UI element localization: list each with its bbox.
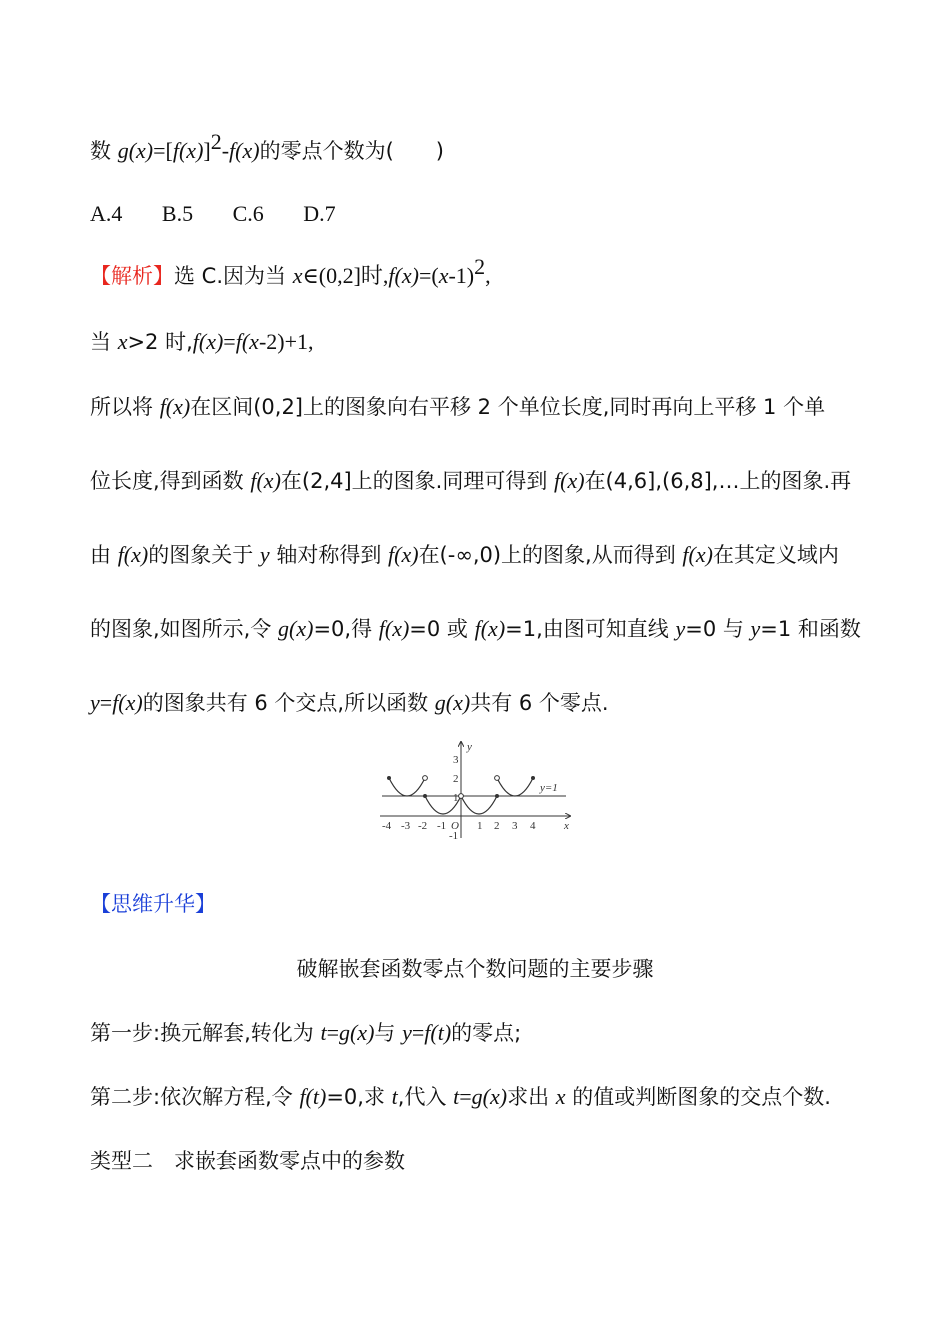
analysis-line-1: [90, 254, 491, 290]
text: 选 C.因为当: [174, 264, 293, 288]
x-tick-label: -4: [382, 820, 392, 832]
f-open: f(: [235, 329, 250, 354]
text: >2 时,: [127, 330, 193, 354]
var-x: x: [555, 1084, 566, 1109]
curve-segment: [389, 778, 425, 796]
analysis-line-5: [90, 541, 839, 569]
g-of-x: g(x): [434, 690, 471, 715]
minus: -: [221, 138, 230, 163]
var-x: x: [438, 263, 449, 288]
x-axis-label: x: [564, 820, 569, 832]
f-of-x: f(x): [172, 138, 204, 163]
question-text: 数: [90, 139, 118, 163]
f-of-x: f(x): [554, 468, 585, 493]
var-x: x: [292, 263, 303, 288]
text: 在其定义域内: [712, 543, 839, 567]
text: 第二步:依次解方程,令: [90, 1085, 300, 1109]
closed-point: [387, 776, 391, 780]
var-t: t: [453, 1084, 460, 1109]
text: 的零点;: [451, 1021, 522, 1045]
text: 的图象关于: [148, 543, 260, 567]
type-two-heading: 类型二 求嵌套函数零点中的参数: [90, 1149, 405, 1173]
f-of-x: f(x): [388, 263, 419, 288]
text: 求出: [507, 1085, 556, 1109]
text: 的图象,如图所示,令: [90, 617, 279, 641]
analysis-tag: 【解析】: [90, 264, 174, 288]
g-of-x: g(x): [278, 616, 314, 641]
text: 在(-∞,0)上的图象,从而得到: [418, 543, 683, 567]
open-point: [495, 776, 500, 781]
question-text: 的零点个数为( ): [259, 139, 444, 163]
f-of-x: f(x): [117, 542, 149, 567]
curve-segment: [461, 796, 497, 814]
text: =0,求: [326, 1085, 392, 1109]
text: -2)+1,: [258, 329, 314, 354]
question-line: [90, 129, 444, 165]
text: ,代入: [397, 1085, 454, 1109]
f-of-x: f(x): [229, 138, 260, 163]
g-of-x: g(x): [117, 138, 154, 163]
text: 第一步:换元解套,转化为: [90, 1021, 321, 1045]
function-graph: [376, 738, 576, 848]
text: -1): [448, 263, 475, 288]
f-of-x: f(x): [682, 542, 713, 567]
equals: =: [99, 690, 113, 715]
var-y: y: [750, 616, 761, 641]
exponent: 2: [210, 129, 222, 154]
option-d: D.7: [303, 201, 336, 226]
f-of-x: f(x): [388, 542, 419, 567]
text: =0 与: [685, 617, 751, 641]
y-tick-label: 2: [453, 773, 459, 785]
summary-step-2: [90, 1083, 831, 1111]
f-of-t: f(t): [299, 1084, 327, 1109]
text: 与: [374, 1021, 403, 1045]
y-tick-label: 3: [453, 754, 459, 766]
options-row: [90, 200, 370, 228]
equals: =: [153, 138, 166, 163]
g-of-x: g(x): [338, 1020, 375, 1045]
analysis-line-3: [90, 393, 825, 421]
text: 所以将: [90, 395, 160, 419]
text: =(: [418, 263, 439, 288]
var-t: t: [391, 1084, 398, 1109]
f-of-x: f(x): [250, 468, 281, 493]
x-tick-label: 4: [530, 820, 536, 832]
analysis-line-7: [90, 689, 609, 717]
x-tick-label: 3: [512, 820, 518, 832]
summary-step-1: [90, 1019, 521, 1047]
open-point: [459, 794, 464, 799]
closed-point: [423, 794, 427, 798]
text: ∈(0,2]时,: [302, 263, 389, 288]
text: =0 或: [409, 617, 475, 641]
f-of-x: f(x): [112, 690, 143, 715]
var-y: y: [675, 616, 686, 641]
text: =: [459, 1084, 472, 1109]
text: 当: [90, 330, 118, 354]
closed-point: [531, 776, 535, 780]
text: =: [326, 1020, 339, 1045]
text: 的值或判断图象的交点个数.: [565, 1085, 831, 1109]
analysis-line-4: [90, 467, 851, 495]
exponent: 2: [474, 254, 486, 279]
text: 位长度,得到函数: [90, 469, 251, 493]
text: =1,由图可知直线: [505, 617, 676, 641]
var-x: x: [249, 329, 259, 354]
y-tick-label: -1: [449, 830, 459, 842]
text: =: [223, 329, 236, 354]
text: ,: [485, 263, 491, 288]
f-of-x: f(x): [474, 616, 506, 641]
line-label: y=1: [540, 782, 558, 794]
var-y: y: [90, 690, 100, 715]
var-t: t: [320, 1020, 327, 1045]
y-axis-label: y: [467, 741, 472, 753]
f-of-x: f(x): [192, 329, 224, 354]
text: 在区间(0,2]上的图象向右平移 2 个单位长度,同时再向上平移 1 个单: [190, 395, 826, 419]
text: =: [411, 1020, 425, 1045]
summary-tag: 【思维升华】: [90, 892, 216, 916]
x-tick-label: -1: [437, 820, 447, 832]
bracket-close: ]: [203, 138, 211, 163]
option-c: C.6: [232, 201, 264, 226]
analysis-line-2: [90, 328, 314, 356]
y-tick-label: 1: [453, 792, 459, 804]
x-tick-label: 1: [477, 820, 483, 832]
bracket-open: [: [165, 138, 173, 163]
x-tick-label: -3: [401, 820, 411, 832]
text: 轴对称得到: [269, 543, 389, 567]
option-a: A.4: [90, 201, 123, 226]
text: 在(2,4]上的图象.同理可得到: [280, 469, 555, 493]
var-y: y: [402, 1020, 412, 1045]
var-x: x: [117, 329, 128, 354]
option-b: B.5: [161, 201, 194, 226]
text: =1 和函数: [760, 617, 861, 641]
text: 由: [90, 543, 118, 567]
x-tick-label: 2: [494, 820, 500, 832]
text: =0,得: [313, 617, 379, 641]
closed-point: [495, 794, 499, 798]
f-of-t: f(t): [424, 1020, 452, 1045]
analysis-line-6: [90, 615, 861, 643]
text: 共有 6 个零点.: [470, 691, 609, 715]
summary-title: 破解嵌套函数零点个数问题的主要步骤: [296, 957, 654, 981]
text: 的图象共有 6 个交点,所以函数: [142, 691, 435, 715]
x-tick-label: -2: [418, 820, 428, 832]
origin-label: O: [451, 820, 459, 832]
f-of-x: f(x): [378, 616, 410, 641]
curve-segment: [497, 778, 533, 796]
var-y: y: [259, 542, 270, 567]
open-point: [423, 776, 428, 781]
text: 在(4,6],(6,8],…上的图象.再: [584, 469, 852, 493]
f-of-x: f(x): [159, 394, 191, 419]
g-of-x: g(x): [471, 1084, 508, 1109]
